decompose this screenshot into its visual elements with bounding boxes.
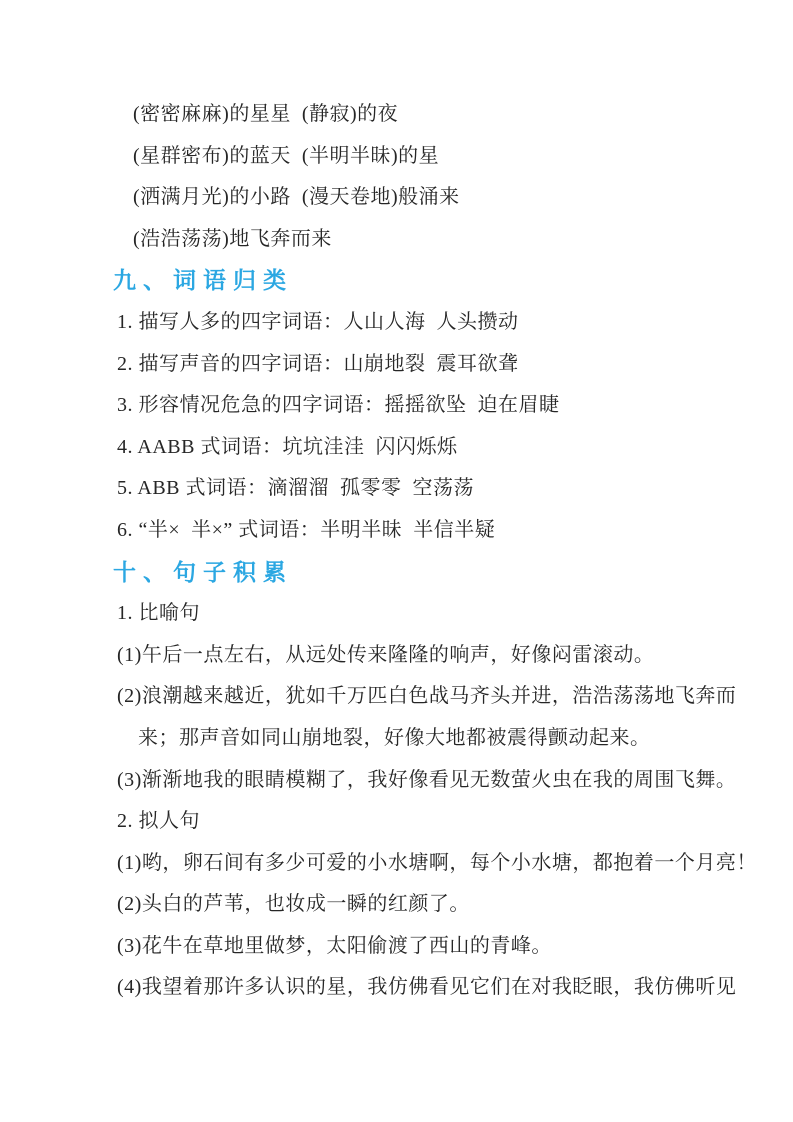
word-category-item: 3. 形容情况危急的四字词语：摇摇欲坠 迫在眉睫 (117, 394, 560, 417)
collocation-line: (洒满月光)的小路 (漫天卷地)般涌来 (133, 186, 460, 209)
collocation-line: (密密麻麻)的星星 (静寂)的夜 (133, 103, 399, 125)
metaphor-sentence-continuation: 来；那声音如同山崩地裂，好像大地都被震得颤动起来。 (138, 726, 651, 749)
personification-sentence-line: (2)头白的芦苇，也妆成一瞬的红颜了。 (117, 893, 470, 916)
metaphor-sentence-line: (3)渐渐地我的眼睛模糊了，我好像看见无数萤火虫在我的周围飞舞。 (117, 768, 737, 791)
metaphor-sentence-line: (2)浪潮越来越近，犹如千万匹白色战马齐头并进，浩浩荡荡地飞奔而 (117, 685, 737, 708)
word-category-item: 5. ABB 式词语：滴溜溜 孤零零 空荡荡 (117, 477, 475, 500)
word-category-item: 1. 描写人多的四字词语：人山人海 人头攒动 (117, 310, 519, 333)
metaphor-subtitle: 1. 比喻句 (117, 602, 200, 625)
personification-subtitle: 2. 拟人句 (117, 810, 200, 833)
page-content (113, 94, 757, 1009)
personification-sentence-line: (1)哟，卵石间有多少可爱的小水塘啊，每个小水塘，都抱着一个月亮！ (117, 851, 757, 874)
word-category-item: 6. “半× 半×” 式词语：半明半昧 半信半疑 (117, 518, 496, 541)
metaphor-sentence-line: (1)午后一点左右，从远处传来隆隆的响声，好像闷雷滚动。 (117, 643, 655, 666)
personification-sentence-line: (3)花牛在草地里做梦，太阳偷渡了西山的青峰。 (117, 934, 552, 957)
section-10-heading: 十、句子积累 (113, 558, 293, 585)
word-category-item: 4. AABB 式词语：坑坑洼洼 闪闪烁烁 (117, 435, 458, 458)
word-category-item: 2. 描写声音的四字词语：山崩地裂 震耳欲聋 (117, 352, 519, 375)
collocation-line: (浩浩荡荡)地飞奔而来 (133, 227, 332, 250)
collocation-line: (星群密布)的蓝天 (半明半昧)的星 (133, 144, 440, 167)
section-9-heading: 九、词语归类 (113, 267, 293, 294)
personification-sentence-line: (4)我望着那许多认识的星，我仿佛看见它们在对我眨眼，我仿佛听见 (117, 976, 737, 999)
